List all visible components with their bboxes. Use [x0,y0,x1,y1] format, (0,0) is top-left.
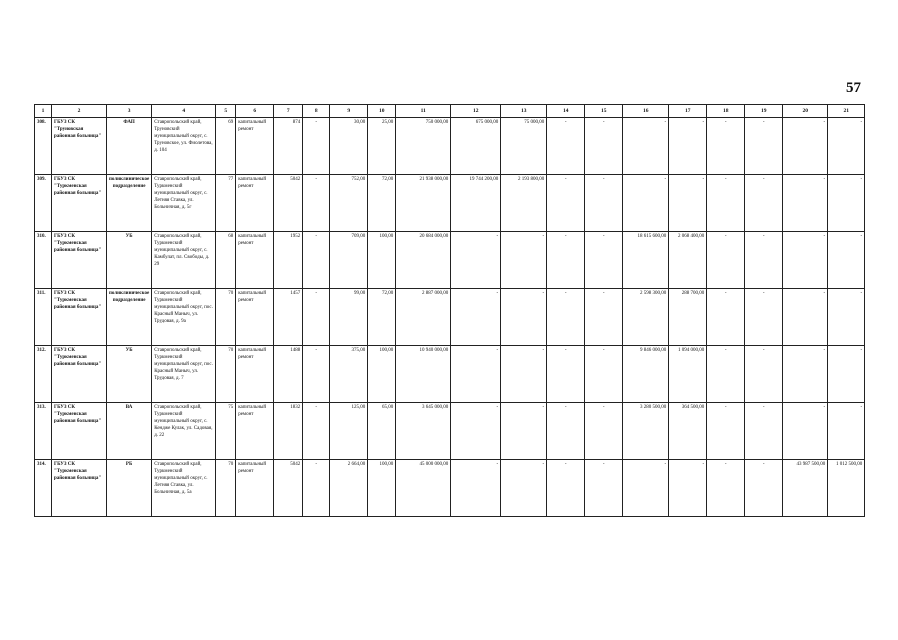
table-cell: - [828,403,865,460]
table-cell: 2 598 300,00 [623,289,669,346]
table-cell: УБ [107,346,152,403]
table-cell: - [585,118,623,175]
table-cell: - [585,460,623,517]
table-cell: Ставропольский край, Туркменский муниципальный округ, с. Летняя Ставка, ул. Больничная, д. 5г [152,175,216,232]
column-header: 6 [236,105,274,118]
table-cell: - [828,175,865,232]
table-cell: 10 940 000,00 [396,346,451,403]
table-cell: - [451,232,501,289]
table-cell: 9 846 000,00 [623,346,669,403]
table-cell: 43 987 500,00 [783,460,828,517]
table-row [35,175,865,232]
table-cell: - [451,460,501,517]
column-header: 17 [669,105,707,118]
table-row [35,460,865,517]
table-cell: 2 664,00 [330,460,368,517]
table-cell: 310. [35,232,52,289]
table-cell: Ставропольский край, Туркменский муниципальный округ, с. Камбулат, пл. Свободы, д. 29 [152,232,216,289]
table-cell: капитальный ремонт [236,346,274,403]
column-header: 8 [303,105,330,118]
table-cell: - [707,346,745,403]
table-cell: 69 [216,118,236,175]
table-cell: 313. [35,403,52,460]
column-header: 13 [501,105,547,118]
table-cell: 99,00 [330,289,368,346]
column-header: 7 [274,105,303,118]
table-cell: 70 [216,289,236,346]
table-cell: - [623,118,669,175]
table-cell: - [828,346,865,403]
table-cell: 21 938 000,00 [396,175,451,232]
column-header: 3 [107,105,152,118]
table-cell: капитальный ремонт [236,460,274,517]
table-cell: Ставропольский край, Туркменский муниципальный округ, пос. Красный Маныч, ул. Трудовая, д. 9а [152,289,216,346]
table-cell: 750 000,00 [396,118,451,175]
table-cell: - [501,346,547,403]
table-cell: 72,00 [368,289,396,346]
table-cell: - [745,460,783,517]
table-cell: 312. [35,346,52,403]
table-row [35,403,865,460]
table-cell: - [707,175,745,232]
table-cell: ФАП [107,118,152,175]
table-cell: 20 684 000,00 [396,232,451,289]
table-cell: 100,00 [368,460,396,517]
table-cell: Ставропольский край, Туркменский муниципальный округ, с. Летняя Ставка, ул. Больничная, д. 5а [152,460,216,517]
table-cell: - [707,232,745,289]
table-cell: - [707,289,745,346]
table-cell: - [303,118,330,175]
table-cell: - [303,232,330,289]
table-cell: 288 700,00 [669,289,707,346]
table-cell: - [501,232,547,289]
page-number: 57 [846,80,861,96]
table-cell: Ставропольский край, Туркменский муниципальный округ, с. Кендже Кулак, ул. Садовая, д. 22 [152,403,216,460]
column-header: 2 [52,105,107,118]
table-cell: - [547,460,585,517]
table-cell: - [547,118,585,175]
table-cell: 45 000 000,00 [396,460,451,517]
table-cell: - [783,346,828,403]
table-cell: - [669,460,707,517]
table-cell: - [303,346,330,403]
table-cell: - [585,403,623,460]
table-cell: 752,00 [330,175,368,232]
column-header: 11 [396,105,451,118]
table-cell: 18 615 600,00 [623,232,669,289]
table-cell: ГБУЗ СК "Туркменская районная больница" [52,346,107,403]
table-cell: ГБУЗ СК "Туркменская районная больница" [52,403,107,460]
table-cell: поликлиническое подразделение [107,175,152,232]
table-cell: 314. [35,460,52,517]
table-cell: - [707,118,745,175]
table-cell: - [547,403,585,460]
table-cell: - [745,289,783,346]
table-cell: капитальный ремонт [236,289,274,346]
table-cell: - [501,289,547,346]
table-cell: 68 [216,232,236,289]
table-cell: - [828,118,865,175]
column-header: 12 [451,105,501,118]
table-cell: 65,00 [368,403,396,460]
table-cell: 25,00 [368,118,396,175]
table-cell: ГБУЗ СК "Туркменская районная больница" [52,460,107,517]
table-cell: - [547,232,585,289]
table-cell: 125,00 [330,403,368,460]
table-cell: - [585,346,623,403]
table-cell: - [451,289,501,346]
table-cell: ГБУЗ СК "Туркменская районная больница" [52,289,107,346]
table-cell: 1952 [274,232,303,289]
table-cell: - [669,118,707,175]
table-cell: - [303,289,330,346]
table-cell: 72,00 [368,175,396,232]
table-cell: - [707,403,745,460]
table-cell: - [585,289,623,346]
table-cell: 1 012 500,00 [828,460,865,517]
table-cell: 100,00 [368,346,396,403]
table-cell: - [745,232,783,289]
table-cell: - [707,460,745,517]
table-cell: 1457 [274,289,303,346]
table-cell: - [303,460,330,517]
column-header: 16 [623,105,669,118]
column-header: 5 [216,105,236,118]
table-row [35,346,865,403]
table-cell: - [783,175,828,232]
table-cell: ГБУЗ СК "Труновская районная больница" [52,118,107,175]
table-cell: 3 280 500,00 [623,403,669,460]
table-cell: 30,00 [330,118,368,175]
table-cell: 1488 [274,346,303,403]
table-cell: - [745,403,783,460]
table-row [35,118,865,175]
column-header: 15 [585,105,623,118]
table-cell: 709,00 [330,232,368,289]
table-cell: 100,00 [368,232,396,289]
table-cell: - [745,175,783,232]
table-cell: - [783,232,828,289]
table-cell: - [303,175,330,232]
table-cell: - [501,403,547,460]
table-cell: 2 068 400,00 [669,232,707,289]
table-cell: - [745,346,783,403]
table-cell: поликлиническое подразделение [107,289,152,346]
table-cell: 5042 [274,175,303,232]
table-cell: РБ [107,460,152,517]
table-row [35,232,865,289]
column-header: 20 [783,105,828,118]
table-cell: - [783,289,828,346]
table-cell: - [623,460,669,517]
table-cell: - [828,232,865,289]
table-cell: 311. [35,289,52,346]
table-cell: - [451,403,501,460]
table-row [35,289,865,346]
data-table [34,104,865,517]
table-cell: капитальный ремонт [236,118,274,175]
table-cell: - [501,460,547,517]
table-cell: 2 193 800,00 [501,175,547,232]
table-cell: 19 744 200,00 [451,175,501,232]
column-header: 18 [707,105,745,118]
table-cell: УБ [107,232,152,289]
table-cell: 364 500,00 [669,403,707,460]
table-cell: 70 [216,460,236,517]
table-cell: 77 [216,175,236,232]
table-cell: 309. [35,175,52,232]
table-cell: 75 000,00 [501,118,547,175]
table-cell: капитальный ремонт [236,232,274,289]
table-cell: 375,00 [330,346,368,403]
table-cell: 675 000,00 [451,118,501,175]
table-cell: - [585,175,623,232]
column-header: 19 [745,105,783,118]
table-cell: - [451,346,501,403]
table-cell: Ставропольский край, Труновский муниципальный округ, с. Труновское, ул. Фиолетова, д. 104 [152,118,216,175]
table-cell: - [547,289,585,346]
table-cell: 874 [274,118,303,175]
table-cell: 1 094 000,00 [669,346,707,403]
table-cell: 5042 [274,460,303,517]
table-cell: капитальный ремонт [236,403,274,460]
table-cell: 75 [216,403,236,460]
table-cell: 2 887 000,00 [396,289,451,346]
table-cell: 1832 [274,403,303,460]
column-header: 9 [330,105,368,118]
table-cell: 70 [216,346,236,403]
table-cell: - [828,289,865,346]
table-cell: - [623,175,669,232]
column-header: 10 [368,105,396,118]
header-row [35,105,865,118]
table-cell: - [585,232,623,289]
table-cell: - [669,175,707,232]
column-header: 4 [152,105,216,118]
table-cell: ГБУЗ СК "Туркменская районная больница" [52,232,107,289]
table-cell: - [783,403,828,460]
table-cell: - [547,175,585,232]
table-cell: 308. [35,118,52,175]
table-cell: - [547,346,585,403]
column-header: 14 [547,105,585,118]
table-cell: - [783,118,828,175]
table-cell: - [303,403,330,460]
table-cell: Ставропольский край, Туркменский муниципальный округ, пос. Красный Маныч, ул. Трудовая, д. 7 [152,346,216,403]
column-header: 1 [35,105,52,118]
column-header: 21 [828,105,865,118]
table-cell: капитальный ремонт [236,175,274,232]
table-cell: 3 645 000,00 [396,403,451,460]
table-cell: ГБУЗ СК "Туркменская районная больница" [52,175,107,232]
table-cell: - [745,118,783,175]
table-cell: ВА [107,403,152,460]
